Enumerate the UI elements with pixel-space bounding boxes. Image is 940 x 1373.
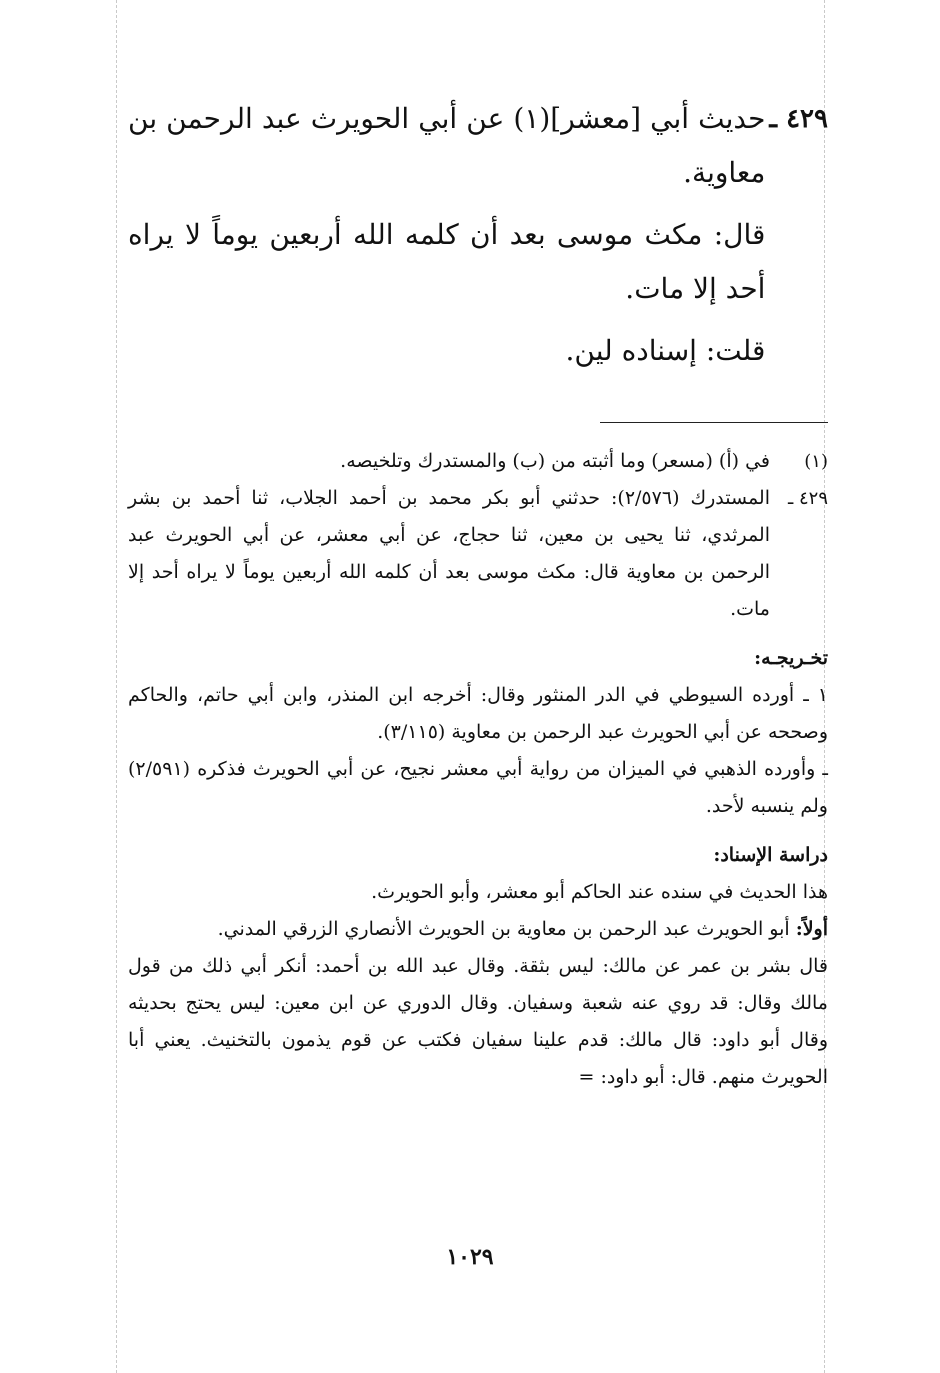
- footnote-separator: [600, 422, 828, 423]
- isnad-first: [128, 911, 828, 948]
- isnad-first-label: أولاً:: [795, 918, 828, 940]
- page-number: ١٠٢٩: [446, 1244, 494, 1270]
- hadith-text: قال: مكث موسى بعد أن كلمه الله أربعين يوماً لا يراه أحد إلا مات.: [128, 218, 766, 305]
- footnote-text: في (أ) (مسعر) وما أثبته من (ب) والمستدرك وتلخيصه.: [340, 450, 770, 472]
- isnad-intro: هذا الحديث في سنده عند الحاكم أبو معشر، وأبو الحويرث.: [371, 881, 828, 903]
- hadith-entry: [128, 92, 828, 378]
- isnad-heading: دراسة الإسناد:: [713, 844, 828, 866]
- takhrij-item-2: ـ وأورده الذهبي في الميزان من رواية أبي معشر نجيح، عن أبي الحويرث فذكره (٢/٥٩١) ولم ينسبه لأحد.: [128, 758, 828, 817]
- footnote-429: [128, 480, 828, 628]
- page-content: [128, 92, 828, 1096]
- isnad-first-text: أبو الحويرث عبد الرحمن بن معاوية بن الحويرث الأنصاري الزرقي المدني.: [217, 918, 790, 940]
- takhrij-item-1: ١ ـ أورده السيوطي في الدر المنثور وقال: أخرجه ابن المنذر، وابن أبي حاتم، والحاكم وصححه عن أبي الحويرث عبد الرحمن بن معاوية (٣/١١٥).: [128, 684, 828, 743]
- hadith-title: حديث أبي [معشر](١) عن أبي الحويرث عبد الرحمن بن معاوية.: [128, 102, 766, 189]
- hadith-verdict: قلت: إسناده لين.: [565, 334, 766, 367]
- footnote-text: المستدرك (٢/٥٧٦): حدثني أبو بكر محمد بن أحمد الجلاب، ثنا أحمد بن بشر المرثدي، ثنا يحيى بن معين، ثنا حجاج، عن أبي معشر، عن أبي الحويرث عبد الرحمن بن معاوية قال: مكث موسى بعد أن كلمه الله أربعين يوماً لا يراه أحد إلا مات.: [128, 487, 770, 620]
- takhrij-heading: تخـريجـه:: [754, 647, 828, 669]
- page-edge-left: [116, 0, 117, 1373]
- isnad-body: قال بشر بن عمر عن مالك: ليس بثقة. وقال عبد الله بن أحمد: أنكر أبي ذلك من قول مالك وقال: قد روي عنه شعبة وسفيان. وقال الدوري عن ابن معين: ليس يحتج بحديثه وقال أبو داود: قال مالك: قدم علينا سفيان فكتب عن قوم يذمون بالتخنيث. يعني أبا الحويرث منهم. قال: أبو داود: =: [128, 955, 828, 1088]
- hadith-body: [128, 92, 765, 378]
- hadith-number: ٤٢٩ ـ: [769, 104, 828, 134]
- footnote-1: [128, 443, 828, 480]
- footnote-marker: ٤٢٩ ـ: [787, 488, 828, 509]
- footnote-marker: (١): [804, 451, 828, 472]
